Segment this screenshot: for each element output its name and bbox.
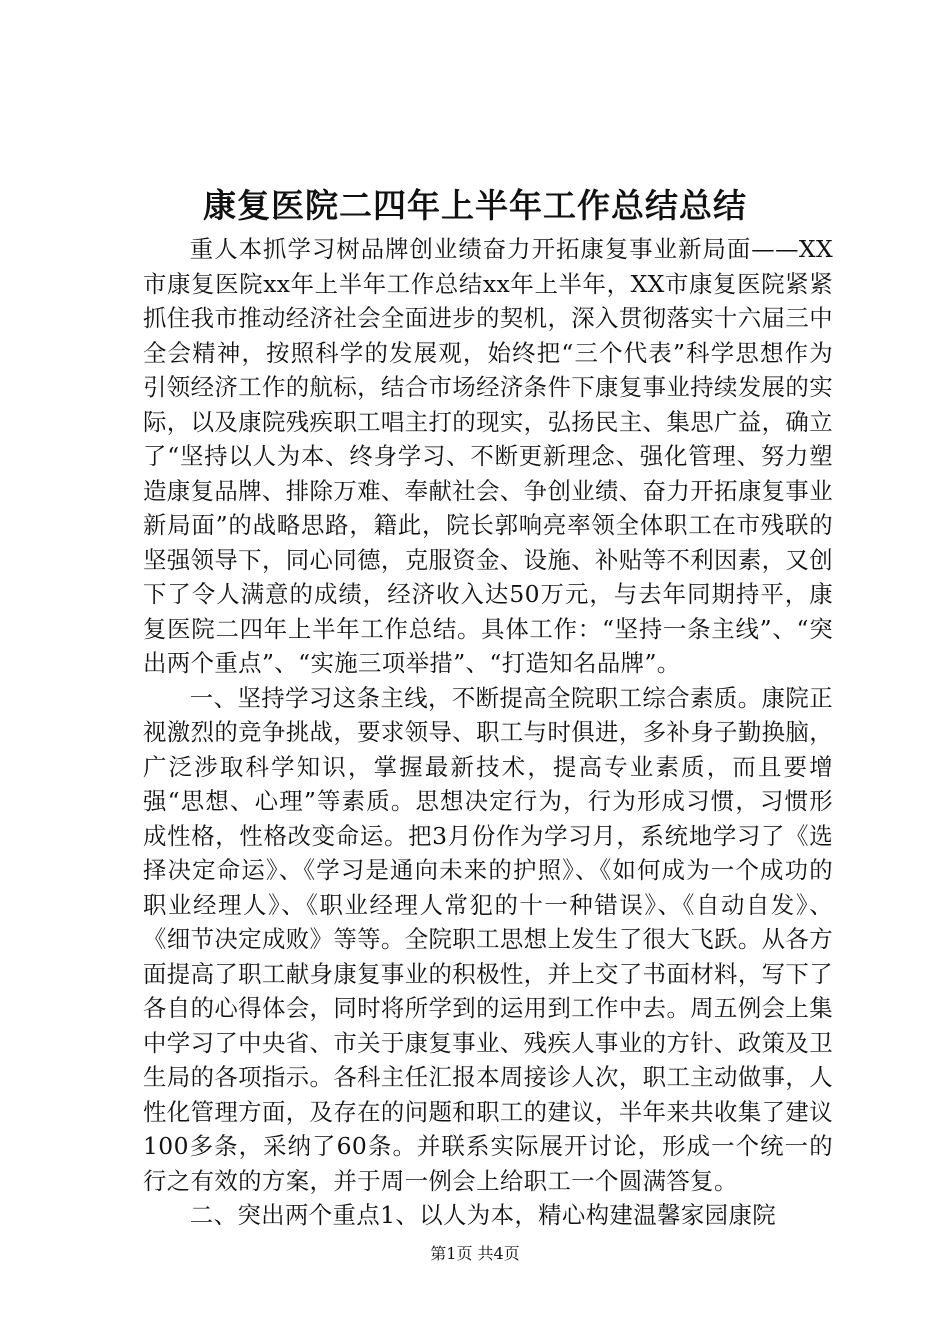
document-title: 康复医院二四年上半年工作总结总结 [203,186,747,225]
page-number-footer: 第1页 共4页 [430,1244,520,1263]
paragraph-intro: 重人本抓学习树品牌创业绩奋力开拓康复事业新局面——XX市康复医院xx年上半年工作总结xx年上半年，XX市康复医院紧紧抓住我市推动经济社会全面进步的契机，深入贯彻落实十六届三中全会精神，按照科学的发展观，始终把“三个代表”科学思想作为引领经济工作的航标，结合市场经济条件下康复事业持续发展的实际，以及康院残疾职工唱主打的现实，弘扬民主、集思广益，确立了“坚持以人为本、终身学习、不断更新理念、强化管理、努力塑造康复品牌、排除万难、奉献社会、争创业绩、奋力开拓康复事业新局面”的战略思路，籍此，院长郭响亮率领全体职工在市残联的坚强领导下，同心同德，克服资金、设施、补贴等不利因素，又创下了令人满意的成绩，经济收入达50万元，与去年同期持平，康复医院二四年上半年工作总结。具体工作：“坚持一条主线”、“突出两个重点”、“实施三项举措”、“打造知名品牌”。 [143,235,833,677]
paragraph-section-one: 一、坚持学习这条主线，不断提高全院职工综合素质。康院正视激烈的竞争挑战，要求领导、职工与时俱进，多补身子勤换脑，广泛涉取科学知识，掌握最新技术，提高专业素质，而且要增强“思想、心理”等素质。思想决定行为，行为形成习惯，习惯形成性格，性格改变命运。把3月份作为学习月，系统地学习了《选择决定命运》、《学习是通向未来的护照》、《如何成为一个成功的职业经理人》、《职业经理人常犯的十一种错误》、《自动自发》、《细节决定成败》等等。全院职工思想上发生了很大飞跃。从各方面提高了职工献身康复事业的积极性，并上交了书面材料，写下了各自的心得体会，同时将所学到的运用到工作中去。周五例会上集中学习了中央省、市关于康复事业、残疾人事业的方针、政策及卫生局的各项指示。各科主任汇报本周接诊人次，职工主动做事，人性化管理方面，及存在的问题和职工的建议，半年来共收集了建议100多条，采纳了60条。并联系实际展开讨论，形成一个统一的行之有效的方案，并于周一例会上给职工一个圆满答复。 [143,683,833,1195]
paragraph-section-two: 二、突出两个重点1、以人为本，精心构建温馨家园康院 [189,1201,777,1229]
document-body [143,232,833,1233]
